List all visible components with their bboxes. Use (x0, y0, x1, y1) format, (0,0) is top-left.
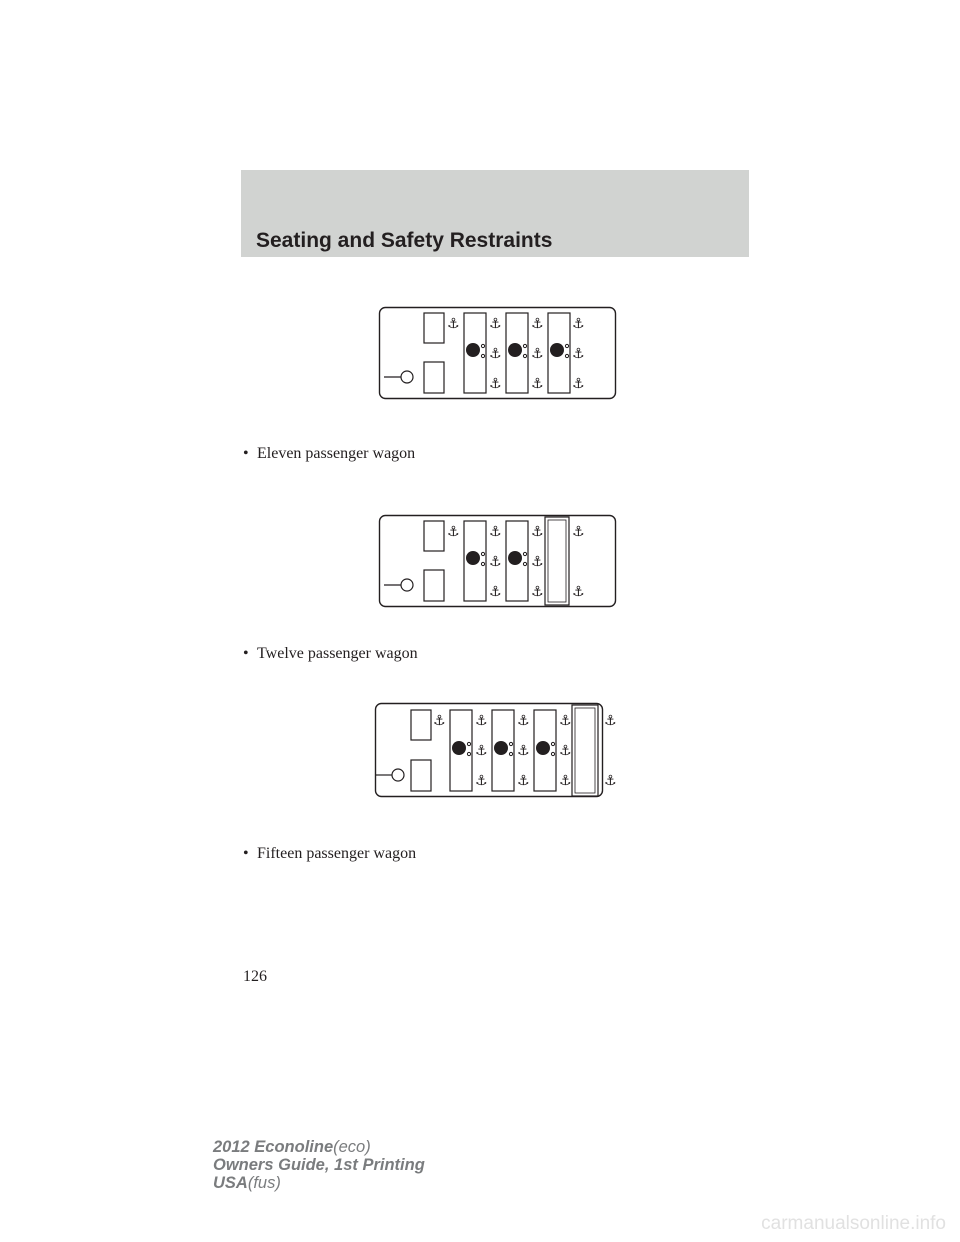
svg-text:⚓: ⚓ (517, 713, 530, 729)
svg-text:⚓: ⚓ (572, 346, 585, 362)
svg-text:⚓: ⚓ (489, 554, 502, 570)
svg-text:⚓: ⚓ (475, 713, 488, 729)
list-item: • Twelve passenger wagon (243, 645, 418, 662)
section-header (241, 170, 749, 257)
seating-diagram-fifteen-passenger (374, 702, 624, 800)
list-item: • Fifteen passenger wagon (243, 845, 417, 862)
list-item: • Eleven passenger wagon (243, 445, 416, 462)
steering-wheel-icon (392, 769, 404, 781)
svg-text:⚓: ⚓ (559, 713, 572, 729)
svg-text:⚓: ⚓ (572, 316, 585, 332)
steering-wheel-icon (401, 579, 413, 591)
svg-text:⚓: ⚓ (489, 376, 502, 392)
svg-text:⚓: ⚓ (531, 346, 544, 362)
svg-text:⚓: ⚓ (531, 554, 544, 570)
svg-text:⚓: ⚓ (531, 316, 544, 332)
svg-text:⚓: ⚓ (572, 524, 585, 540)
svg-text:⚓: ⚓ (517, 743, 530, 759)
svg-text:⚓: ⚓ (604, 773, 617, 789)
svg-text:⚓: ⚓ (489, 524, 502, 540)
svg-text:⚓: ⚓ (559, 743, 572, 759)
page-number: 126 (243, 968, 267, 985)
steering-wheel-icon (401, 371, 413, 383)
svg-text:⚓: ⚓ (572, 584, 585, 600)
svg-text:⚓: ⚓ (517, 773, 530, 789)
svg-text:⚓: ⚓ (531, 524, 544, 540)
svg-text:⚓: ⚓ (489, 316, 502, 332)
svg-text:⚓: ⚓ (572, 376, 585, 392)
section-title: Seating and Safety Restraints (256, 229, 553, 252)
seating-diagram-twelve-passenger (378, 514, 618, 610)
svg-text:⚓: ⚓ (475, 773, 488, 789)
child-seat-icon (452, 741, 555, 756)
svg-text:⚓: ⚓ (531, 376, 544, 392)
seating-diagram-eleven-passenger (378, 306, 618, 402)
svg-text:⚓: ⚓ (447, 524, 460, 540)
svg-text:⚓: ⚓ (531, 584, 544, 600)
svg-text:⚓: ⚓ (433, 713, 446, 729)
watermark: carmanualsonline.info (761, 1213, 946, 1234)
svg-text:⚓: ⚓ (489, 346, 502, 362)
svg-text:⚓: ⚓ (559, 773, 572, 789)
child-seat-icon (466, 343, 569, 358)
svg-text:⚓: ⚓ (489, 584, 502, 600)
document-footer: 2012 Econoline(eco) Owners Guide, 1st Printing USA(fus) (213, 1138, 425, 1192)
svg-text:⚓: ⚓ (604, 713, 617, 729)
svg-text:⚓: ⚓ (447, 316, 460, 332)
svg-text:⚓: ⚓ (475, 743, 488, 759)
